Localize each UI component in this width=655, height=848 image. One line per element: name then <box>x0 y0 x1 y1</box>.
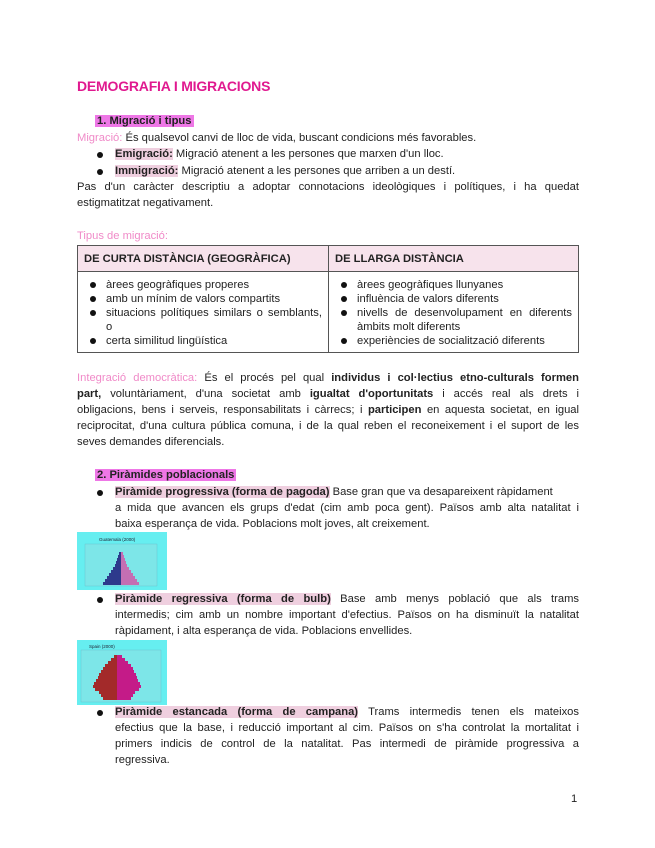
integration-bold: part, <box>77 388 102 400</box>
integration-text: obligacions, bens i serveis, responsabilitats i càrrecs; i <box>77 404 368 416</box>
pyramid-progressive-line: a mida que avancen els grups d'edat (cim amb poca gent). Països amb alta natalitat i <box>115 502 579 514</box>
integration-text: i accés real als drets i <box>433 388 579 400</box>
integration-text: voluntàriament, d'una societat amb <box>101 388 310 400</box>
bullet-icon <box>97 710 103 716</box>
migration-label: Migració: <box>77 132 123 144</box>
term-emigration: Emigració: <box>115 148 173 160</box>
bullet-icon <box>97 490 103 496</box>
table-list-item: amb un mínim de valors compartits <box>84 292 322 306</box>
migration-text: És qualsevol canvi de lloc de vida, buscant condicions més favorables. <box>122 132 477 144</box>
table-list-item: àrees geogràfiques llunyanes <box>335 278 572 292</box>
integration-bold: participen <box>367 404 422 416</box>
paragraph-line: estigmatitzat negativament. <box>77 197 214 209</box>
integration-line <box>77 370 579 386</box>
term-immigration: Immigració: <box>115 165 179 177</box>
table-header-long: DE LLARGA DISTÀNCIA <box>329 246 579 272</box>
table-list-item: certa similitud lingüística <box>84 334 322 348</box>
pyramid-stagnant-line <box>115 704 579 720</box>
integration-text: en aquesta societat, en igual <box>421 404 579 416</box>
pyramid-image-title: Guatemala (2000) <box>99 537 136 542</box>
integration-label: Integració democràtica: <box>77 372 198 384</box>
progressive-pyramid-image <box>77 532 167 590</box>
section-heading-2 <box>95 467 597 483</box>
pyramid-stagnant-line: primers indicis de control de la natalitat. Pas intermedi de piràmide progressiva a <box>115 738 579 750</box>
stagnant-text: Trams intermedis tenen els mateixos <box>358 706 579 718</box>
pyramid-regressive-line <box>115 591 579 607</box>
table-header-short: DE CURTA DISTÀNCIA (GEOGRÀFICA) <box>78 246 329 272</box>
table-list-item: àrees geogràfiques properes <box>84 278 322 292</box>
list-item-immigration <box>115 163 579 179</box>
pyramid-progressive-line: baixa esperança de vida. Poblacions molt joves, alt creixement. <box>115 518 430 530</box>
pyramid-stagnant-line: efectius que la base, i reducció important al cim. Països on s'ha controlat la mortalitat i <box>115 722 579 734</box>
pyramid-progressive-line <box>115 484 579 500</box>
term-regressive: Piràmide regressiva (forma de bulb) <box>115 593 331 605</box>
bullet-icon <box>97 169 103 175</box>
integration-line: reciprocitat, d'una cultura pública comuna, i de la qual reben el reconeixement i el suport de les <box>77 420 579 432</box>
document-title: DEMOGRAFIA I MIGRACIONS <box>77 78 271 94</box>
migration-types-table <box>77 245 579 353</box>
table-list-item: experiències de socialització diferents <box>335 334 572 348</box>
integration-line: seves demandes diferencials. <box>77 436 225 448</box>
section-heading-1 <box>95 113 597 129</box>
pyramid-image-title: Spain (2000) <box>89 644 115 649</box>
section-heading-2-text: 2. Piràmides poblacionals <box>97 469 235 481</box>
integration-bold: igualtat d'oportunitats <box>309 388 434 400</box>
table-cell-long <box>329 272 579 353</box>
integration-bold: individus i col·lectius etno-culturals formen <box>331 372 579 384</box>
bullet-icon <box>97 597 103 603</box>
paragraph-line: Pas d'un caràcter descriptiu a adoptar connotacions ideològiques i polítiques, i ha quedat <box>77 181 579 193</box>
table-list-item: situacions polítiques similars o semblants, o <box>84 306 322 334</box>
table-list-item: nivells de desenvolupament en diferents àmbits molt diferents <box>335 306 572 334</box>
regressive-pyramid-image <box>77 640 167 705</box>
regressive-pyramid-chart <box>77 640 167 705</box>
term-stagnant: Piràmide estancada (forma de campana) <box>115 706 359 718</box>
page-number: 1 <box>571 793 578 805</box>
term-progressive: Piràmide progressiva (forma de pagoda) <box>115 486 330 498</box>
progressive-pyramid-chart <box>77 532 167 590</box>
types-label: Tipus de migració: <box>77 230 168 242</box>
bullet-icon <box>97 152 103 158</box>
integration-line <box>77 402 579 418</box>
integration-line <box>77 386 579 402</box>
migration-definition <box>77 130 579 146</box>
regressive-text: Base amb menys població que als trams <box>330 593 579 605</box>
pyramid-regressive-line: ràpidament, i alta esperança de vida. Poblacions envellides. <box>115 625 413 637</box>
progressive-text: Base gran que va desapareixent ràpidament <box>329 486 553 498</box>
section-heading-1-text: 1. Migració i tipus <box>97 115 192 127</box>
integration-text: És el procés pel qual <box>197 372 332 384</box>
immigration-text: Migració atenent a les persones que arriben a un destí. <box>178 165 456 177</box>
table-list-item: influència de valors diferents <box>335 292 572 306</box>
pyramid-stagnant-line: regressiva. <box>115 754 170 766</box>
pyramid-regressive-line: intermedis; cim amb un nombre important d'efectius. Països on ha disminuït la natalitat <box>115 609 579 621</box>
list-item-emigration <box>115 146 579 162</box>
emigration-text: Migració atenent a les persones que marxen d'un lloc. <box>172 148 444 160</box>
table-cell-short <box>78 272 329 353</box>
